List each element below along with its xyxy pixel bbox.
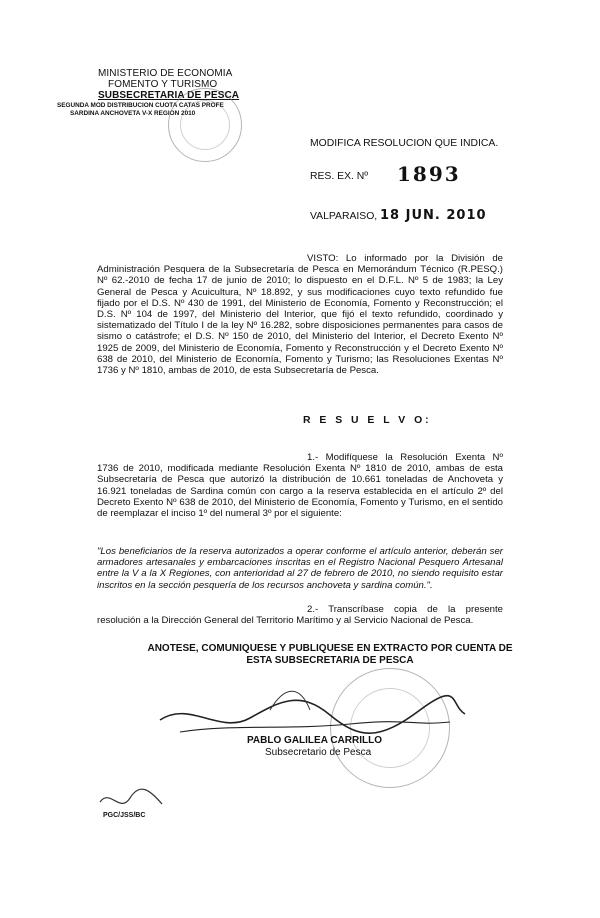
ministry-line-3: SUBSECRETARIA DE PESCA: [98, 90, 240, 101]
document-title: MODIFICA RESOLUCION QUE INDICA.: [310, 138, 499, 149]
date-value: 18 JUN. 2010: [380, 208, 487, 223]
resolution-number: 1893: [397, 162, 461, 186]
header-subject-line-1: SEGUNDA MOD DISTRIBUCION CUOTA CATAS PROFE: [57, 102, 224, 109]
resolution-label: RES. EX. Nº: [310, 171, 369, 182]
visto-paragraph: [97, 253, 503, 376]
quoted-paragraph: "Los beneficiarios de la reserva autorizados a operar conforme el artículo anterior, deberán ser armadores artesanales y embarcaciones inscritas en el Registro Nacional Pesquero Artesanal entre la V a la X Regiones, con anterioridad al 27 de febrero de 2010, no siendo requisito estar inscritos en la sección pesquería de los recursos anchoveta y sardina común.".: [97, 546, 503, 591]
point-1-text: 1.- Modifíquese la Resolución Exenta Nº 1736 de 2010, modificada mediante Resolución Exenta Nº 1810 de 2010, ambas de esta Subsecretaría de Pesca que autorizó la distribución de 10.661 toneladas de Anchoveta y 16.921 toneladas de Sardina común con cargo a la reserva establecida en el artículo 2º del Decreto Exento Nº 638 de 2010, del Ministerio de Economía, Fomento y Turismo, en el sentido de reemplazar el inciso 1º del numeral 3º por el siguiente:: [97, 452, 503, 520]
closing-line-2: ESTA SUBSECRETARIA DE PESCA: [246, 655, 414, 666]
date-place: VALPARAISO,: [310, 211, 378, 222]
initials-reference: PGC/JSS/BC: [103, 812, 146, 819]
closing-line-1: ANOTESE, COMUNIQUESE Y PUBLIQUESE EN EXTRACTO POR CUENTA DE: [147, 643, 513, 654]
point-2-text: 2.- Transcríbase copia de la presente resolución a la Dirección General del Territorio Marítimo y al Servicio Nacional de Pesca.: [97, 604, 503, 627]
ministry-seal-inner: [180, 100, 230, 150]
header-subject-line-2: SARDINA ANCHOVETA V-X REGION 2010: [70, 110, 196, 117]
point-1-paragraph: [97, 452, 503, 519]
visto-text: VISTO: Lo informado por la División de Administración Pesquera de la Subsecretaría de Pesca en Memorándum Técnico (R.PESQ.) Nº 62.-2010 de fecha 17 de junio de 2010; lo dispuesto en el D.F.L. Nº 5 de 1983; la Ley General de Pesca y Acuicultura, Nº 18.892, y sus modificaciones cuyo texto refundido fue fijado por el D.S. Nº 430 de 1991, del Ministerio de Economía, Fomento y Reconstrucción; el D.S. Nº 104 de 1997, del Ministerio del Interior, que fijó el texto refundido, coordinado y sistematizado del Título I de la ley Nº 16.282, sobre disposiciones permanentes para casos de sismo o catástrofe; el D.S. Nº 150 de 2010, del Ministerio del Interior, el Decreto Exento Nº 1925 de 2009, del Ministerio de Economía, Fomento y Reconstrucción y el Decreto Exento Nº 638 de 2010, del Ministerio de Economía, Fomento y Turismo; las Resoluciones Exentas Nº 1736 y Nº 1810, ambas de 2010, de esta Subsecretaría de Pesca.: [97, 253, 503, 377]
signatory-role: Subsecretario de Pesca: [265, 747, 372, 758]
signatory-name: PABLO GALILEA CARRILLO: [247, 735, 382, 746]
ministry-line-1: MINISTERIO DE ECONOMIA: [98, 68, 233, 79]
ministry-line-2: FOMENTO Y TURISMO: [108, 79, 218, 90]
point-2-paragraph: [97, 604, 503, 626]
resuelvo-heading: R E S U E L V O:: [303, 415, 432, 426]
